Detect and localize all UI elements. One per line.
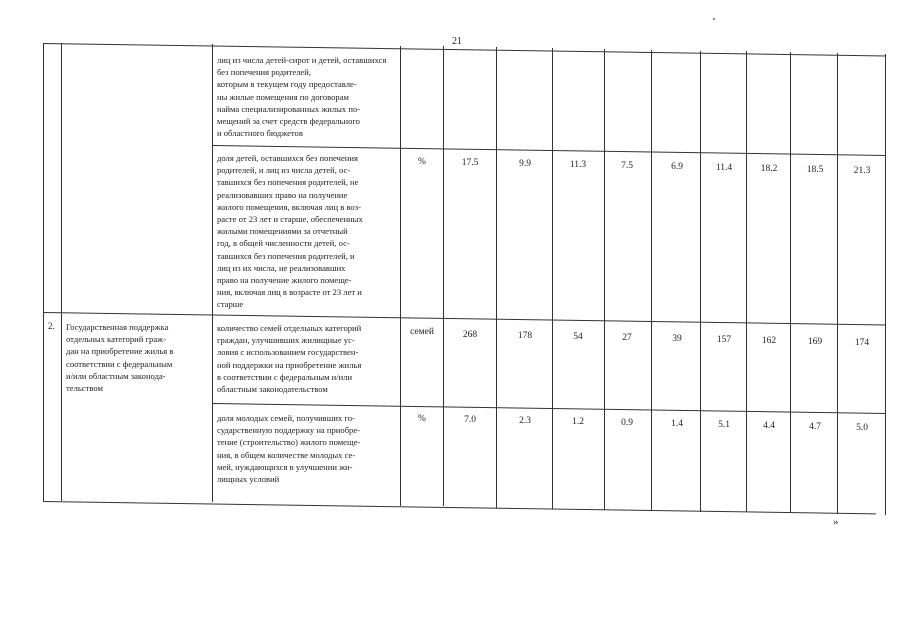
value-cell: 21.3 xyxy=(853,166,871,176)
column-border xyxy=(837,53,838,514)
value-cell: 268 xyxy=(462,330,478,340)
value-cell: 4.4 xyxy=(763,421,775,431)
page-number: 21 xyxy=(452,36,462,47)
column-border xyxy=(746,51,747,512)
value-cell: 17.5 xyxy=(461,158,479,168)
row-number: 2. xyxy=(48,321,55,331)
value-cell: 54 xyxy=(573,332,583,342)
table-top-border xyxy=(43,43,886,57)
table-bottom-border xyxy=(43,501,876,514)
column-border xyxy=(651,50,652,511)
value-cell: 9.9 xyxy=(519,159,531,169)
value-cell: 1.4 xyxy=(671,419,683,429)
indicator-text: лиц из числа детей-сирот и детей, оставшихся без попечения родителей, которым в текущем году предоставле- ны жилые помещения по договорам найма специализированных жилых по- мещений за счет средств федерального и областного бюджетов xyxy=(217,55,387,139)
column-border xyxy=(885,54,886,515)
value-cell: 6.9 xyxy=(671,162,683,172)
value-cell: 7.0 xyxy=(464,415,476,425)
value-cell: 162 xyxy=(761,336,777,346)
value-cell: 18.2 xyxy=(760,164,778,174)
column-border xyxy=(443,46,444,506)
column-border xyxy=(700,51,701,512)
value-cell: 11.4 xyxy=(715,163,733,173)
column-border xyxy=(43,43,44,501)
unit-cell: семей xyxy=(410,327,434,337)
value-cell: 2.3 xyxy=(519,416,531,426)
value-cell: 5.1 xyxy=(718,420,730,430)
unit-cell: % xyxy=(418,414,426,424)
column-border xyxy=(400,46,401,506)
unit-cell: % xyxy=(418,157,426,167)
value-cell: 5.0 xyxy=(856,423,868,433)
column-border xyxy=(552,48,553,509)
value-cell: 174 xyxy=(854,338,870,348)
value-cell: 39 xyxy=(672,334,682,344)
program-name: Государственная поддержка отдельных категорий граж- дан на приобретение жилья в соответствии с федеральным и/или областным законода- тельством xyxy=(66,322,174,394)
indicator-text: количество семей отдельных категорий граждан, улучшивших жилищные ус- ловия с использованием государствен- ной поддержки на приобретение жилья в соответствии с федеральным и/или областным законодательством xyxy=(217,323,362,395)
value-cell: 0.9 xyxy=(621,418,633,428)
value-cell: 7.5 xyxy=(621,161,633,171)
indicator-text: доля детей, оставшихся без попечения родителей, и лиц из числа детей, ос- тавшихся без попечения родителей, не реализовавших право на получение жилого помещения, включая лиц в воз- расте от 23 лет и старше, обеспеченных жилыми помещениями за отчетный год, в общей численности детей, ос- тавшихся без попечения родителей, и лиц из их числа, не реализовавших право на получение жилого помеще- ния, включая лиц в возрасте от 23 лет и старше xyxy=(217,153,363,310)
column-border xyxy=(212,44,213,502)
value-cell: 169 xyxy=(807,337,823,347)
value-cell: 27 xyxy=(622,333,632,343)
value-cell: 157 xyxy=(716,335,732,345)
column-border xyxy=(61,43,62,501)
value-cell: 1.2 xyxy=(572,417,584,427)
value-cell: 18.5 xyxy=(806,165,824,175)
column-border xyxy=(496,47,497,508)
value-cell: 11.3 xyxy=(569,160,587,170)
column-border xyxy=(790,52,791,513)
value-cell: 4.7 xyxy=(809,422,821,432)
column-border xyxy=(604,49,605,510)
value-cell: 178 xyxy=(517,331,533,341)
indicator-text: доля молодых семей, получивших го- сударственную поддержку на приобре- тение (строительство) жилого помеще- ния, в общем количестве молодых се- мей, нуждающихся в улучшении жи- лищных условий xyxy=(217,413,361,485)
closing-quote: » xyxy=(833,516,839,528)
